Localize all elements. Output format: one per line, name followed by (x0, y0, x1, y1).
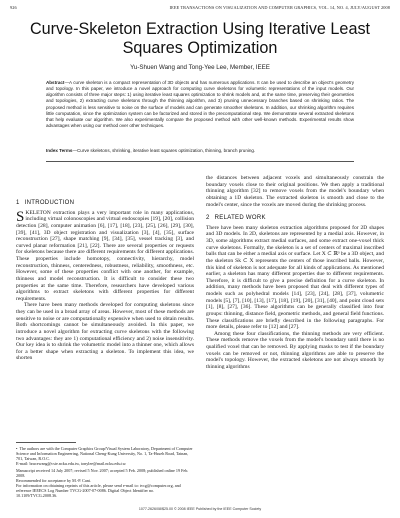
footnote-affiliation (16, 447, 194, 462)
index-terms-label: Index Terms (46, 148, 73, 153)
intro-paragraph-3: the distances between adjacent voxels and simultaneously constrain the boundary voxels close to their original positions. We then apply a traditional thinning algorithm [32] to remove voxels from the model's boundary when obtaining a 1D skeleton. The extracted skeleton is smooth and close to the model's center, since the voxels are moved during the shrinking process. (206, 175, 384, 208)
copyright-line: 1077-2626/08/$25.00 © 2008 IEEE Published by the IEEE Computer Society (138, 507, 262, 511)
footnote-divider (16, 442, 76, 443)
index-terms (46, 148, 354, 154)
index-terms-text: —Curve skeletons, shrinking, iterative least squares optimization, thinning, branch pruning. (72, 148, 256, 153)
journal-title: IEEE TRANSACTIONS ON VISUALIZATION AND COMPUTER GRAPHICS, VOL. 14, NO. 4, JULY/AUGUST 2008 (169, 5, 390, 10)
paper-title: Curve-Skeleton Extraction Using Iterative Least Squares Optimization (29, 20, 371, 57)
footnote-received: Manuscript received 14 July 2007; revised 5 Nov. 2007; accepted 5 Feb. 2008; published online 19 Feb. 2008. (16, 468, 189, 479)
intro-paragraph-1 (16, 210, 194, 303)
running-header (10, 4, 390, 12)
intro-paragraph-2: There have been many methods developed for computing skeletons since they can be used in a broad array of areas. However, most of these methods are sensitive to noise or are computationally expensive when used to obtain results. Both shortcomings cannot be simultaneously avoided. In this paper, we introduce a novel algorithm for extracting curve skeletons with the following two advantages: they are 1) computational efficiency and 2) noise insensitivity. Our key idea is to shrink the volumetric model into a thinner one, which allows for a better shape when extracting a skeleton. To implement this idea, we shorten (16, 302, 194, 362)
abstract-text: —A curve skeleton is a compact representation of 3D objects and has numerous applications. It can be used to describe an object's geometry and topology. In this paper, we introduce a novel approach for computing curve skeletons for volumetric representations of the input models. Our algorithm consists of three major steps: 1) using iterative least squares optimization to shrink models and, at the same time, preserving their geometries and topologies, 2) extracting curve skeletons through the thinning algorithm, and 3) pruning unnecessary branches based on shrinking ratios. The proposed method is less sensitive to noise on the surface of models and can generate smoother skeletons. In addition, our shrinking algorithm requires little computation, since the optimization system can be factorized and stored in the precomputational step. We demonstrate several extracted skeletons that help evaluate our algorithm. We also experimentally compare the proposed method with other well-known methods. Experimental results show advantages when using our method over other techniques. (46, 80, 354, 129)
section-title: RELATED WORK (214, 215, 266, 222)
paper-authors: Yu-Shuen Wang and Tong-Yee Lee, Member, IEEE (130, 64, 270, 71)
section-heading-related-work (206, 215, 384, 222)
section-number: 1 (16, 200, 20, 206)
footnote-affiliation-text: The authors are with the Computer Graphics Group/Visual System Laboratory, Department of Computer Science and Information Engineering, National Cheng-Kung University, No. 1, Ta-Hsueh Road, Tainan, 701, Taiwan, R.O.C. (16, 446, 193, 461)
footnote-reprint-info: For information on obtaining reprints of this article, please send e-mail to: tvcg@computer.org, and reference IEEECS Log Number TVCG-2007-07-0086. Digital Object Identifier no. 10.1109/TVCG.2008.36. (16, 482, 181, 498)
footnote-recommended: Recommended for acceptance by M.-P. Cani. (16, 478, 91, 484)
section-heading-introduction (16, 200, 194, 207)
header-divider (46, 161, 354, 162)
intro-paragraph-1-text: KELETON extraction plays a very important role in many applications, including virtual colonoscopies and virtual endoscopies [19], [20], collision detection [28], computer animation [6], [17], [18], [23], [25], [26], [29], [30], [39], [41], 3D object registration and visualization [3], [4], [35], surface reconstruction [27], shape matching [9], [34], [35], vessel tracking [3], and curved planar reformation [21], [22]. There are several properties or requests for skeletons because there are different requirements for different applications. These properties include homotopy, connectivity, hierarchy, model reconstruction, thinness, centeredness, robustness, reliability, smoothness, etc. However, some of these properties conflict with one another, for example, thinness and model reconstruction. It is difficult to consider these two properties at the same time. Therefore, researchers have developed various algorithms to extract skeletons with different properties for different requirements. (16, 209, 194, 302)
section-title: INTRODUCTION (24, 200, 75, 206)
page-number: 926 (10, 5, 17, 10)
right-column (206, 175, 384, 371)
related-paragraph-2: Among these four classifications, the thinning methods are very efficient. These methods remove the voxels from the model's boundary until there is no qualified voxel that can be removed. By applying masks to test if the boundary voxels can be removed or not, thinning algorithms are able to preserve the model's topology. However, the extracted skeletons are not always smooth by thinning algorithms (206, 330, 384, 370)
abstract (46, 80, 354, 129)
related-paragraph-1: There have been many skeleton extraction algorithms proposed for 2D shapes and 3D models. In 2D, skeletons are represented by a medial axis. However, in 3D, some algorithms extract medial surfaces, and some extract one-voxel thick curve skeletons. Formally, the skeleton is a set of centers of maximal inscribed balls that can be either a medial axis or surface. Let X ⊂ ℝ³ be a 3D object, and the skeleton Sk ⊂ X represents the centers of those inscribed balls. However, this kind of skeleton is not adequate for all kinds of applications. As mentioned earlier, a skeleton has many different properties due to different requirements. Therefore, it is difficult to give a precise definition for a curve skeleton. In addition, many methods have been proposed that deal with different types of models such as polyhedral models [14], [23], [24], [28], [37], volumetric models [5], [7], [10], [13], [17], [18], [19], [20], [31], [40], and point cloud sets [1], [8], [27], [36]. These algorithms can be generally classified into four groups: thinning, distance field, geometric methods, and general field functions. These classifications are briefly described in the following paragraphs. For more details, please refer to [12] and [27]. (206, 224, 384, 331)
section-number: 2 (206, 215, 210, 222)
footnotes (16, 447, 194, 498)
abstract-label: Abstract (46, 80, 65, 85)
left-column (16, 200, 194, 362)
bullet-icon: • (16, 446, 18, 451)
drop-cap: S (16, 208, 25, 225)
footnote-email: E-mail: brucewang@csie.ncku.edu.tw, tonylee@mail.ncku.edu.tw. (16, 460, 127, 466)
